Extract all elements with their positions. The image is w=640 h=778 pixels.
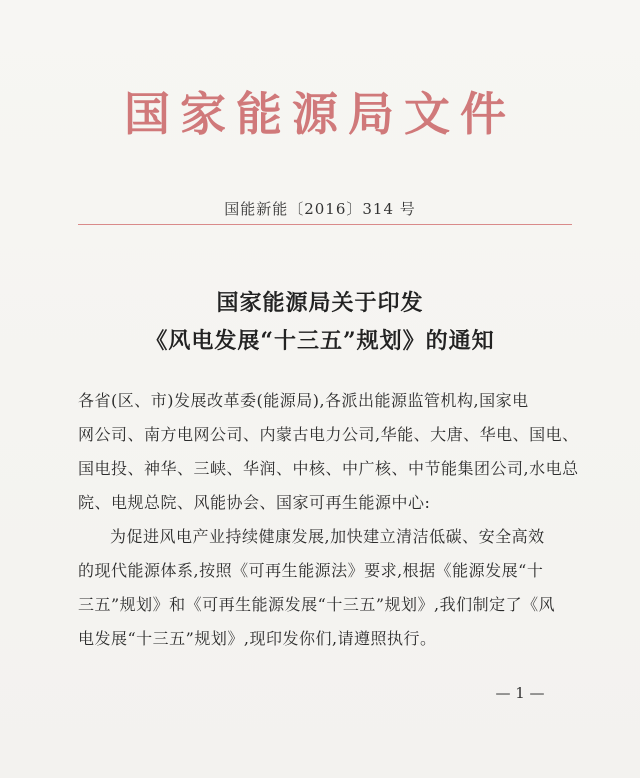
body-line-8: 电发展“十三五”规划》,现印发你们,请遵照执行。	[78, 629, 437, 648]
document-header-title: 国家能源局文件	[124, 87, 516, 141]
body-line-5: 为促进风电产业持续健康发展,加快建立清洁低碳、安全高效	[110, 527, 545, 546]
body-line-7: 三五”规划》和《可再生能源发展“十三五”规划》,我们制定了《风	[78, 595, 556, 614]
page-number: — 1 —	[495, 684, 545, 702]
body-line-1: 各省(区、市)发展改革委(能源局),各派出能源监管机构,国家电	[78, 391, 529, 410]
body-line-3: 国电投、神华、三峡、华润、中核、中广核、中节能集团公司,水电总	[78, 459, 579, 478]
notice-title-line-1: 国家能源局关于印发	[216, 290, 424, 316]
notice-title-line-2: 《风电发展“十三五”规划》的通知	[145, 328, 495, 354]
body-line-6: 的现代能源体系,按照《可再生能源法》要求,根据《能源发展“十	[78, 561, 544, 580]
document-number: 国能新能〔2016〕314 号	[224, 200, 416, 218]
body-line-4: 院、电规总院、风能协会、国家可再生能源中心:	[78, 493, 431, 512]
body-line-2: 网公司、南方电网公司、内蒙古电力公司,华能、大唐、华电、国电、	[78, 425, 579, 444]
header-divider	[78, 224, 572, 225]
